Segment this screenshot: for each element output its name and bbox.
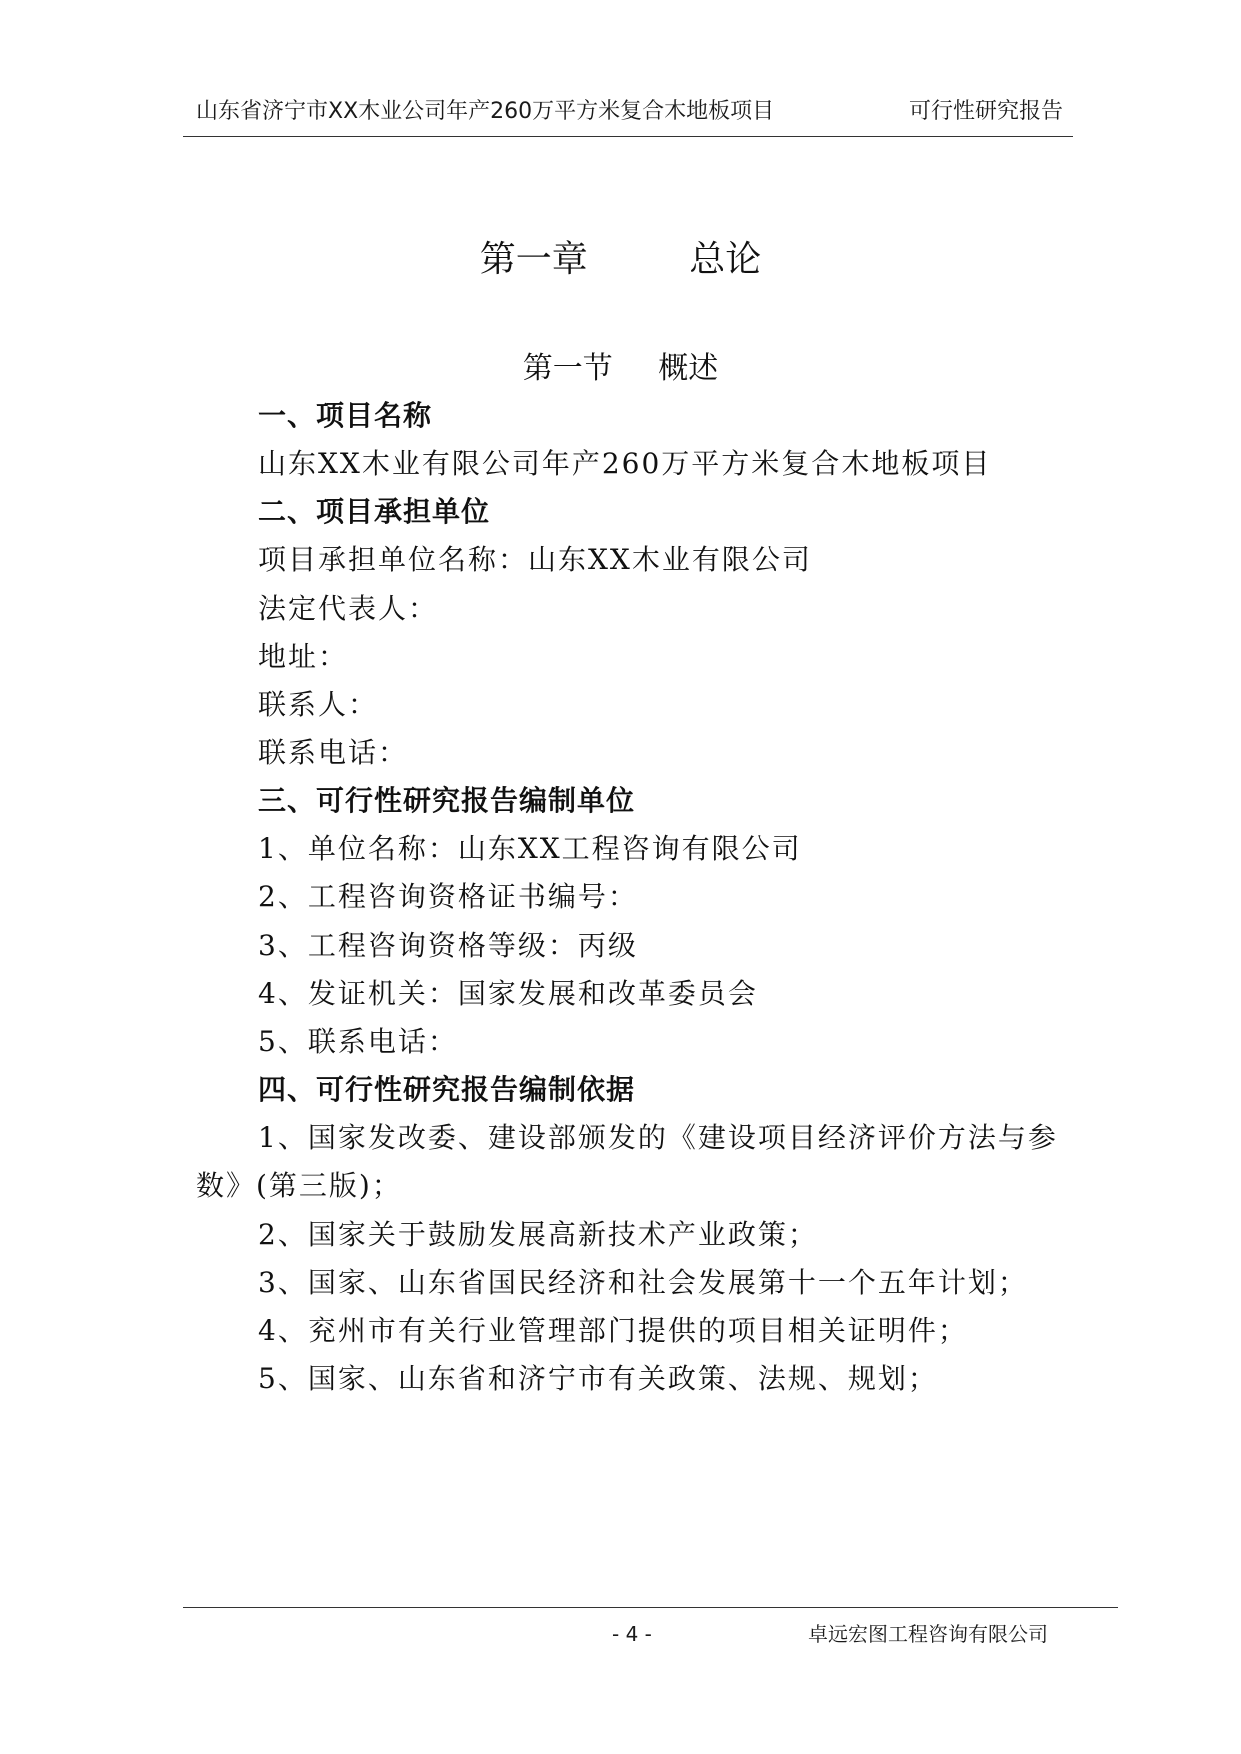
list-item: 3、工程咨询资格等级：丙级 xyxy=(258,929,638,962)
contact-phone-field: 联系电话： xyxy=(258,736,409,769)
list-item-continuation: 数》(第三版)； xyxy=(196,1169,402,1202)
heading-project-name: 一、项目名称 xyxy=(258,399,433,432)
contact-person-field: 联系人： xyxy=(258,688,379,721)
heading-report-preparer: 三、可行性研究报告编制单位 xyxy=(258,784,636,817)
heading-project-unit: 二、项目承担单位 xyxy=(258,495,491,528)
list-item: 3、国家、山东省国民经济和社会发展第十一个五年计划； xyxy=(258,1266,1028,1299)
project-name-text: 山东XX木业有限公司年产260万平方米复合木地板项目 xyxy=(258,447,992,480)
unit-name-field: 项目承担单位名称：山东XX木业有限公司 xyxy=(258,543,812,576)
page-number: - 4 - xyxy=(612,1622,652,1646)
heading-report-basis: 四、可行性研究报告编制依据 xyxy=(258,1073,636,1106)
list-item: 5、联系电话： xyxy=(258,1025,458,1058)
list-item: 2、工程咨询资格证书编号： xyxy=(258,880,638,913)
legal-representative-field: 法定代表人： xyxy=(258,592,439,625)
address-field: 地址： xyxy=(258,640,349,673)
header-doc-type: 可行性研究报告 xyxy=(908,99,1063,124)
section-title: 第一节 概述 xyxy=(522,351,719,386)
footer-divider xyxy=(183,1607,1118,1608)
list-item: 4、兖州市有关行业管理部门提供的项目相关证明件； xyxy=(258,1314,968,1347)
header-title: 山东省济宁市XX木业公司年产260万平方米复合木地板项目 xyxy=(196,99,775,124)
header-divider xyxy=(183,136,1073,137)
list-item: 5、国家、山东省和济宁市有关政策、法规、规划； xyxy=(258,1362,938,1395)
footer-company: 卓远宏图工程咨询有限公司 xyxy=(808,1622,1048,1646)
list-item: 2、国家关于鼓励发展高新技术产业政策； xyxy=(258,1218,818,1251)
list-item: 1、国家发改委、建设部颁发的《建设项目经济评价方法与参 xyxy=(258,1121,1058,1154)
list-item: 1、单位名称：山东XX工程咨询有限公司 xyxy=(258,832,802,865)
chapter-title: 第一章 总论 xyxy=(479,239,762,280)
list-item: 4、发证机关：国家发展和改革委员会 xyxy=(258,977,758,1010)
